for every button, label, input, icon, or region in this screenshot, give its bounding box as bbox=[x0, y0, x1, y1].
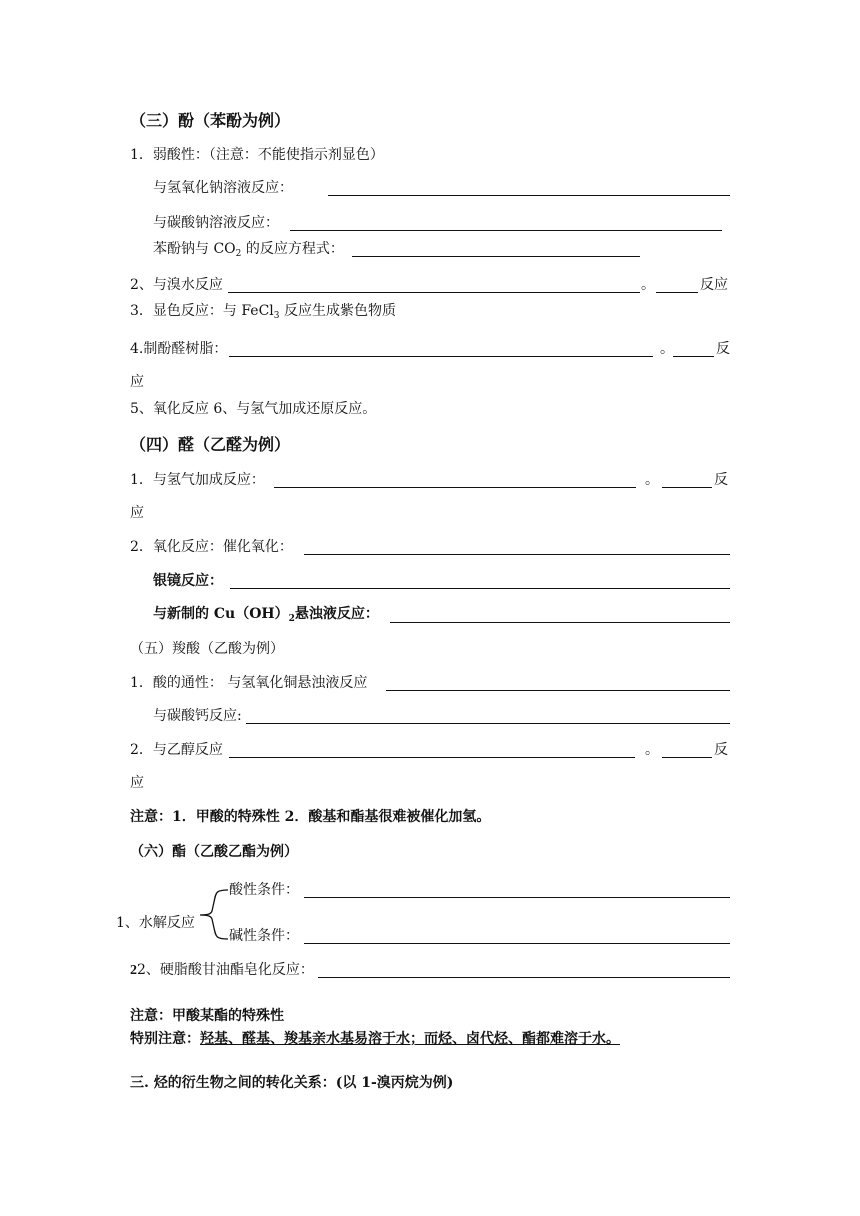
reaction-type-label: 应 bbox=[130, 505, 144, 521]
phenol-item4: 4.制酚醛树脂： bbox=[130, 341, 228, 357]
reaction-type-label: 反 bbox=[714, 472, 728, 488]
reaction-type-label: 应 bbox=[130, 374, 144, 390]
formate-note: 注意：甲酸某酯的特殊性 bbox=[130, 1008, 284, 1024]
silver-mirror-label: 银镜反应： bbox=[153, 573, 223, 589]
answer-blank[interactable] bbox=[274, 487, 636, 488]
acid-note: 注意：1．甲酸的特殊性 2．酸基和酯基很难被催化加氢。 bbox=[130, 809, 491, 825]
answer-blank[interactable] bbox=[662, 487, 712, 488]
period: 。 bbox=[645, 742, 659, 758]
reaction-type-label: 反 bbox=[716, 341, 730, 357]
answer-blank[interactable] bbox=[662, 757, 712, 758]
answer-blank[interactable] bbox=[390, 622, 730, 623]
cuoh-label: 与新制的 $Cu(OH)_2$悬浊液反应： bbox=[153, 606, 379, 624]
phenol-naoh-label: 与氢氧化钠溶液反应： bbox=[153, 180, 293, 196]
phenol-item3: 3．显色反应：与 FeCl$_3$ 反应生成紫色物质 bbox=[130, 303, 396, 321]
answer-blank[interactable] bbox=[673, 356, 714, 357]
acid-heading: （五）羧酸（乙酸为例） bbox=[130, 641, 284, 657]
answer-blank[interactable] bbox=[656, 292, 698, 293]
reaction-type-label: 反 bbox=[714, 742, 728, 758]
phenol-na2co3-label: 与碳酸钠溶液反应： bbox=[153, 215, 279, 231]
acidic-label: 酸性条件： bbox=[229, 882, 299, 898]
answer-blank[interactable] bbox=[352, 256, 640, 257]
answer-blank[interactable] bbox=[386, 690, 730, 691]
phenol-item2: 2、与溴水反应 bbox=[130, 277, 223, 293]
phenol-co2-label: 苯酚钠与 $CO_2$ 的反应方程式： bbox=[153, 241, 344, 259]
phenol-heading: （三）酚（苯酚为例） bbox=[130, 111, 291, 130]
answer-blank[interactable] bbox=[304, 554, 730, 555]
reaction-type-label: 反应 bbox=[700, 277, 728, 293]
answer-blank[interactable] bbox=[229, 757, 635, 758]
ester-heading: （六）酯（乙酸乙酯为例） bbox=[130, 844, 298, 860]
answer-blank[interactable] bbox=[229, 356, 653, 357]
acid-item1: 1．酸的通性： 与氢氧化铜悬浊液反应 bbox=[130, 675, 368, 691]
answer-blank[interactable] bbox=[228, 292, 640, 293]
phenol-item5: 5、氧化反应 6、与氢气加成还原反应。 bbox=[130, 401, 377, 417]
answer-blank[interactable] bbox=[304, 943, 730, 944]
phenol-item1: 1．弱酸性：（注意：不能使指示剂显色） bbox=[130, 147, 384, 163]
ester-item2: 22、硬脂酸甘油酯皂化反应： bbox=[130, 962, 314, 978]
answer-blank[interactable] bbox=[318, 977, 730, 978]
period: 。 bbox=[641, 277, 655, 293]
answer-blank[interactable] bbox=[328, 195, 730, 196]
answer-blank[interactable] bbox=[230, 588, 730, 589]
period: 。 bbox=[660, 341, 674, 357]
caco3-label: 与碳酸钙反应: bbox=[153, 708, 242, 724]
basic-label: 碱性条件： bbox=[229, 928, 299, 944]
answer-blank[interactable] bbox=[290, 230, 722, 231]
acid-item2: 2．与乙醇反应 bbox=[130, 742, 223, 758]
period: 。 bbox=[645, 472, 659, 488]
aldehyde-heading: （四）醛（乙醛为例） bbox=[130, 435, 291, 454]
answer-blank[interactable] bbox=[304, 897, 730, 898]
aldehyde-item2: 2．氧化反应：催化氧化： bbox=[130, 539, 293, 555]
brace-icon bbox=[196, 884, 230, 944]
hydrolysis-label: 1、水解反应 bbox=[116, 915, 195, 931]
aldehyde-item1: 1．与氢气加成反应： bbox=[130, 472, 265, 488]
special-note: 特别注意：羟基、醛基、羧基亲水基易溶于水；而烃、卤代烃、酯都难溶于水。 bbox=[130, 1031, 620, 1047]
answer-blank[interactable] bbox=[246, 723, 730, 724]
section3-title: 三. 烃的衍生物之间的转化关系：(以 1-溴丙烷为例) bbox=[130, 1075, 454, 1091]
reaction-type-label: 应 bbox=[130, 775, 144, 791]
